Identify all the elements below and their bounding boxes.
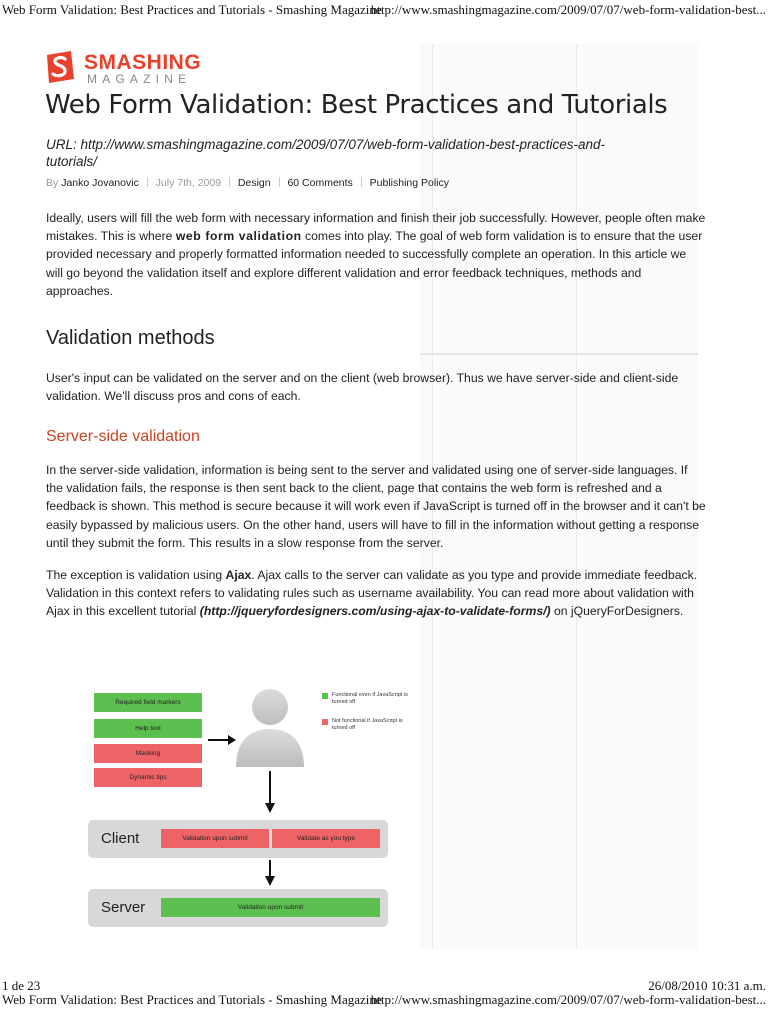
arrow-down-icon bbox=[262, 860, 278, 888]
footer-page-number: 1 de 23 bbox=[2, 978, 41, 993]
meta-separator bbox=[147, 177, 148, 187]
ajax-text-a: The exception is validation using bbox=[46, 568, 226, 582]
feature-label: Help text bbox=[135, 725, 161, 732]
validation-methods-paragraph: User's input can be validated on the server and on the client (web browser). Thus we have server-side and client-side validation. We'll discuss pros and cons of each. bbox=[46, 371, 679, 404]
meta-comments-link[interactable]: 60 Comments bbox=[287, 177, 353, 189]
legend-swatch bbox=[322, 693, 328, 699]
feature-box bbox=[94, 768, 202, 787]
intro-bold: web form validation bbox=[175, 229, 302, 244]
ajax-text-c: on jQueryForDesigners. bbox=[550, 604, 684, 619]
feature-box bbox=[94, 693, 202, 712]
server-tier bbox=[88, 889, 388, 927]
feature-label: Required field markers bbox=[115, 699, 181, 706]
meta-policy-link[interactable]: Publishing Policy bbox=[369, 177, 450, 189]
meta-date: July 7th, 2009 bbox=[155, 177, 222, 189]
server-label: Server bbox=[101, 899, 146, 916]
feature-box bbox=[94, 719, 202, 738]
feature-label: Dynamic tips bbox=[129, 774, 167, 781]
meta-author-link[interactable]: Janko Jovanovic bbox=[61, 177, 139, 189]
intro-text-a: Ideally, users will fill the web form with necessary information and finish their job successfully. However, people often make mistakes. This is where bbox=[46, 211, 706, 244]
server-box-label: Validation upon submit bbox=[237, 904, 304, 911]
smashing-logo[interactable] bbox=[44, 48, 202, 88]
ajax-paragraph bbox=[46, 566, 706, 621]
tutorial-url: (http://jqueryfordesigners.com/using-ajax-to-validate-forms/) bbox=[196, 604, 551, 619]
validation-diagram bbox=[78, 655, 420, 935]
meta-category-link[interactable]: Design bbox=[237, 177, 271, 189]
client-box-typing bbox=[272, 829, 380, 848]
meta-separator bbox=[361, 177, 362, 187]
tutorial-link[interactable]: this excellent tutorial bbox=[85, 604, 197, 619]
meta-separator bbox=[279, 177, 280, 187]
client-tier bbox=[88, 820, 388, 858]
print-header-url: http://www.smashingmagazine.com/2009/07/07/web-form-validation-best... bbox=[370, 2, 766, 17]
user-silhouette-icon bbox=[232, 685, 308, 767]
intro-paragraph bbox=[46, 209, 706, 300]
section-heading-server-side: Server-side validation bbox=[46, 428, 200, 445]
print-header-title: Web Form Validation: Best Practices and Tutorials - Smashing Magazine bbox=[2, 2, 382, 17]
section-heading-validation-methods: Validation methods bbox=[46, 327, 215, 349]
legend-label: Not functional if JavaScript is turned off bbox=[332, 718, 403, 731]
client-box-label: Validate as you type bbox=[296, 835, 356, 842]
meta-by: By bbox=[46, 177, 59, 189]
article-title: Web Form Validation: Best Practices and Tutorials bbox=[45, 90, 668, 120]
arrow-down-icon bbox=[262, 771, 278, 815]
footer-datetime: 26/08/2010 10:31 a.m. bbox=[648, 978, 766, 993]
logo-word-magazine: MAGAZINE bbox=[87, 72, 192, 86]
section-rule bbox=[420, 353, 698, 355]
article-meta bbox=[46, 177, 449, 189]
client-box-submit bbox=[161, 829, 269, 848]
legend-label: Functional even if JavaScript is turned off bbox=[332, 692, 408, 705]
legend-swatch bbox=[322, 719, 328, 725]
footer-title: Web Form Validation: Best Practices and Tutorials - Smashing Magazine bbox=[2, 992, 382, 1007]
server-side-paragraph: In the server-side validation, information is being sent to the server and validated using one of server-side languages. If the validation fails, the response is then sent back to the client, page that contains the web form is refreshed and a feedback is shown. This method is secure because it will work even if JavaScript is turned off in the browser and it can't be easily bypassed by malicious users. On the other hand, users will have to fill in the information without getting a response until they submit the form. This results in a slow response from the server. bbox=[46, 463, 706, 550]
article-url[interactable]: URL: http://www.smashingmagazine.com/2009/07/07/web-form-validation-best-practices-and-tutorials/ bbox=[46, 137, 606, 169]
footer-url: http://www.smashingmagazine.com/2009/07/07/web-form-validation-best... bbox=[370, 992, 766, 1007]
meta-separator bbox=[229, 177, 230, 187]
smashing-s-icon bbox=[44, 50, 76, 84]
server-box-submit bbox=[161, 898, 380, 917]
feature-label: Masking bbox=[135, 750, 161, 757]
feature-box bbox=[94, 744, 202, 763]
intro-text-b: comes into play. The goal of web form validation is to ensure that the user provided necessary and properly formatted information needed to successfully complete an operation. In this article we will go beyond the validation itself and explore different validation and error feedback techniques, methods and approaches. bbox=[46, 229, 703, 298]
client-label: Client bbox=[101, 830, 140, 847]
client-box-label: Validation upon submit bbox=[182, 835, 248, 842]
ajax-bold: Ajax bbox=[225, 568, 252, 582]
ajax-text-b: . Ajax calls to the server can validate as you type and provide immediate feedback. Validation in this context refers to validating rules such as username availability. You can read more about validation with Ajax in bbox=[46, 568, 698, 619]
logo-word-smashing: SMASHING bbox=[84, 51, 202, 74]
